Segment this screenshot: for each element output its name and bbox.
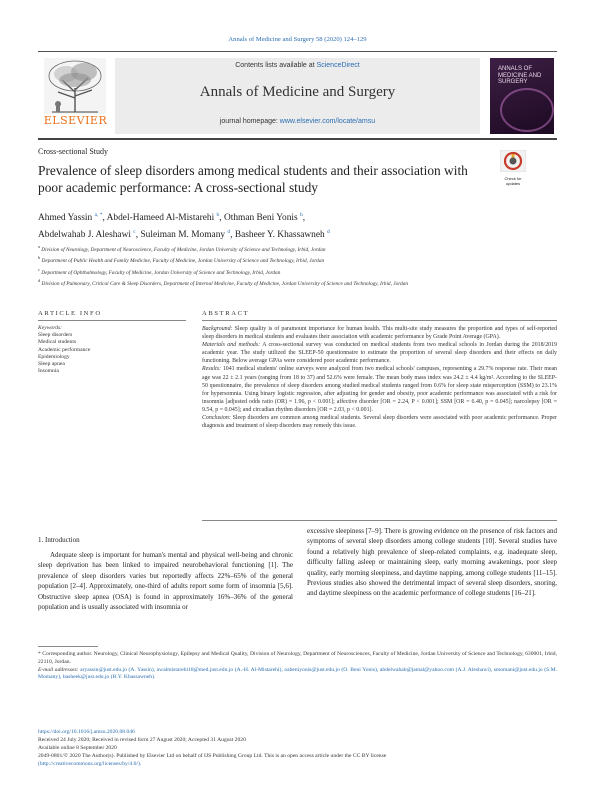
sciencedirect-link[interactable]: ScienceDirect — [316, 62, 360, 69]
crossmark-icon — [500, 150, 526, 172]
elsevier-tree-icon — [44, 58, 106, 114]
affiliations — [38, 243, 557, 288]
journal-cover-image[interactable] — [490, 58, 554, 134]
author-3[interactable]: Othman Beni Yonis $^b$ — [223, 212, 303, 224]
crossmark-badge[interactable] — [500, 150, 526, 186]
copyright-line: 2049-0801/© 2020 The Author(s). Published by Elsevier Ltd on behalf of IJS Publishing Group Ltd. This is an open access article under the CC BY license — [38, 753, 387, 760]
article-title: Prevalence of sleep disorders among medical students and their association with poor academic performance: A cross-sectional study — [38, 163, 468, 195]
abstract-methods: Materials and methods: A cross-sectional survey was conducted on medical students from two medical schools in Jordan during the 2018/2019 academic year. The study utilized the SLEEP-50 questionnaire to estimate the proportion of several sleep disorders and their effects on daily functioning. Below average GPAs were considered poor academic performance. — [202, 342, 557, 365]
header-top-rule — [38, 51, 557, 52]
affiliation-b: $^b$ Department of Public Health and Family Medicine, Faculty of Medicine, Jordan University of Science and Technology, Irbid, Jordan — [38, 255, 325, 265]
affiliation-d: $^d$ Division of Pulmonary, Critical Care & Sleep Disorders, Department of Internal Medicine, Faculty of Medicine, Jordan University of Science and Technology, Irbid, Jordan — [38, 278, 409, 287]
intro-column-left — [38, 550, 293, 612]
author-1[interactable]: Ahmed Yassin $^{a, *}$ — [38, 212, 103, 224]
affiliation-a: $^a$ Division of Neurology, Department of Neuroscience, Faculty of Medicine, Jordan University of Science and Technology, Irbid, Jordan — [38, 244, 326, 253]
journal-title: Annals of Medicine and Surgery — [199, 84, 396, 100]
intro-paragraph: excessive sleepiness [7–9]. There is growing evidence on the presence of risk factors and symptoms of several sleep disorders among college students [10]. Several studies have found a relatively high prevalence of sleep-related complaints, e.g. inadequate sleep, difficulty falling asleep or maintaining sleep, early morning awakenings, poor sleep quality, early morning sleepiness, and daytime napping, among college students [11–15]. Previous studies also showed the detrimental impact of several sleep disorders, snoring, and daytime sleepiness on the academic performance of college students [16–21]. — [307, 527, 557, 598]
keyword-item: Epidemiology — [38, 353, 70, 360]
cover-title: ANNALS OF MEDICINE AND SURGERY — [498, 66, 542, 85]
email-addresses: E-mail addresses: aryassin@just.edu.jo (A. Yassin), awalmistarehi18@med.just.edu.jo (A.-H. Al-Mistarehi), oabeniyonis@just.edu.jo (O. Beni Yonis), abdelwahab@jamal@yahoo.com (A.J. Aleshawi), smomani@just.edu.jo (S.M. Momany), basheek@just.edu.jo (B.Y. Khassawneh). — [38, 666, 558, 681]
elsevier-logo[interactable] — [38, 54, 113, 132]
author-4[interactable]: Abdelwahab J. Aleshawi $^c$ — [38, 229, 136, 241]
license-link[interactable]: (http://creativecommons.org/licenses/by/4.0/). — [38, 761, 142, 768]
keywords-label: Keywords: — [38, 325, 63, 331]
journal-header — [115, 58, 480, 134]
corresponding-author-note: * Corresponding author. Neurology, Clinical Neurophysiology, Epilepsy and Medical Quality, Division of Neurology, Department of Neurosciences, Faculty of Medicine, Jordan University of Science and Technology, 630001, Irbid, 22110, Jordan. — [38, 651, 557, 665]
abstract-conclusion: Conclusion: Sleep disorders are common among medical students. Several sleep disorders were associated with poor academic performance. Proper diagnosis and treatment of sleep disorders may remedy this issue. — [202, 415, 557, 430]
publication-info — [38, 728, 557, 768]
affiliation-c: $^c$ Department of Ophthalmology, Faculty of Medicine, Jordan University of Science and Technology, Irbid, Jordan — [38, 266, 281, 276]
cover-art — [500, 88, 554, 132]
author-2[interactable]: Abdel-Hameed Al-Mistarehi $^b$ — [106, 212, 220, 224]
article-type: Cross-sectional Study — [38, 147, 108, 156]
author-5[interactable]: Suleiman M. Momany $^d$ — [140, 229, 231, 241]
keyword-item: Medical students — [38, 339, 77, 346]
author-6[interactable]: Basheer Y. Khassawneh $^d$ — [234, 229, 330, 241]
keyword-item: Insomnia — [38, 368, 59, 375]
contents-line: Contents lists available at ScienceDirect — [235, 62, 360, 69]
abstract-heading: ABSTRACT — [202, 310, 250, 317]
authors-line-2: Abdelwahab J. Aleshawi $^c$, Suleiman M. Momany $^d$, Basheer Y. Khassawneh $^d$ — [38, 229, 330, 241]
homepage-line: journal homepage: www.elsevier.com/locate/amsu — [219, 118, 376, 125]
author-list — [38, 208, 538, 242]
abstract-body — [202, 325, 557, 430]
publisher-name: ELSEVIER — [43, 114, 108, 127]
received-dates: Received 24 July 2020; Received in revised form 27 August 2020; Accepted 31 August 2020 — [38, 737, 246, 744]
keyword-item: Sleep disorders — [38, 332, 73, 339]
footnote-rule — [38, 646, 98, 647]
homepage-link[interactable]: www.elsevier.com/locate/amsu — [279, 118, 376, 125]
article-info-rule — [38, 320, 186, 321]
article-info-heading: ARTICLE INFO — [38, 310, 102, 317]
authors-line-1: Ahmed Yassin $^{a, *}$, Abdel-Hameed Al-Mistarehi $^b$, Othman Beni Yonis $^b$, — [38, 212, 306, 224]
abstract-rule — [202, 320, 557, 321]
abstract-background: Background: Sleep quality is of paramount importance for human health. This multi-site study measures the proportion and types of self-reported sleep disorders in medical students and evaluates their association with academic performance by Grade Point Average (GPA). — [202, 326, 557, 341]
abstract-bottom-rule — [202, 520, 557, 521]
available-online: Available online 8 September 2020 — [38, 745, 117, 752]
abstract-results: Results: 1041 medical students' online surveys were analyzed from two medical schools' campuses, representing a 29.7% response rate. Their mean age was 22 ± 2.1 years (ranging from 18 to 37) and 52.6% were female. The mean body mass index was 24.2 ± 4.4 kg/m². According to the SLEEP-50 questionnaire, the prevalence of sleep disorders among studied medical students ranged from 0.6% for sleep state misperception (SSM) to 23.1% for hypersomnia. Using binary logistic regression, after adjusting for gender and obesity, poor academic performance was associated with a risk for insomnia [adjusted odds ratio (OR) = 1.96, p < 0.001]; affective disorder [OR = 2.24, P < 0.001]; SSM [OR = 6.40, p = 0.045]; narcolepsy [OR = 9.54, p = 0.045]; and circadian rhythm disorders [OR = 2.03, p < 0.001]. — [202, 366, 557, 413]
keyword-item: Sleep apnea — [38, 361, 65, 368]
doi-link[interactable]: https://doi.org/10.1016/j.amsu.2020.08.046 — [38, 729, 135, 735]
journal-citation[interactable]: Annals of Medicine and Surgery 58 (2020) 124–129 — [228, 36, 367, 43]
intro-paragraph: Adequate sleep is important for human's mental and physical well-being and chronic sleep deprivation has been linked to impaired neurobehavioral functioning [1]. The prevalence of sleep disorders varies but reportedly affects 22%–65% of the general population [2–4]. Approximately, one-third of adults report some form of insomnia [5,6]. Obstructive sleep apnea (OSA) is found in approximately 16%–36% of the general population and is usually associated with insomnia or — [38, 551, 293, 612]
introduction-heading: 1. Introduction — [38, 536, 80, 544]
keywords-block — [38, 325, 178, 375]
crossmark-label: Check for updates — [504, 176, 522, 186]
keyword-item: Academic performance — [38, 346, 91, 353]
footnotes — [38, 651, 557, 682]
intro-column-right — [307, 526, 557, 599]
header-bottom-rule — [38, 138, 557, 140]
